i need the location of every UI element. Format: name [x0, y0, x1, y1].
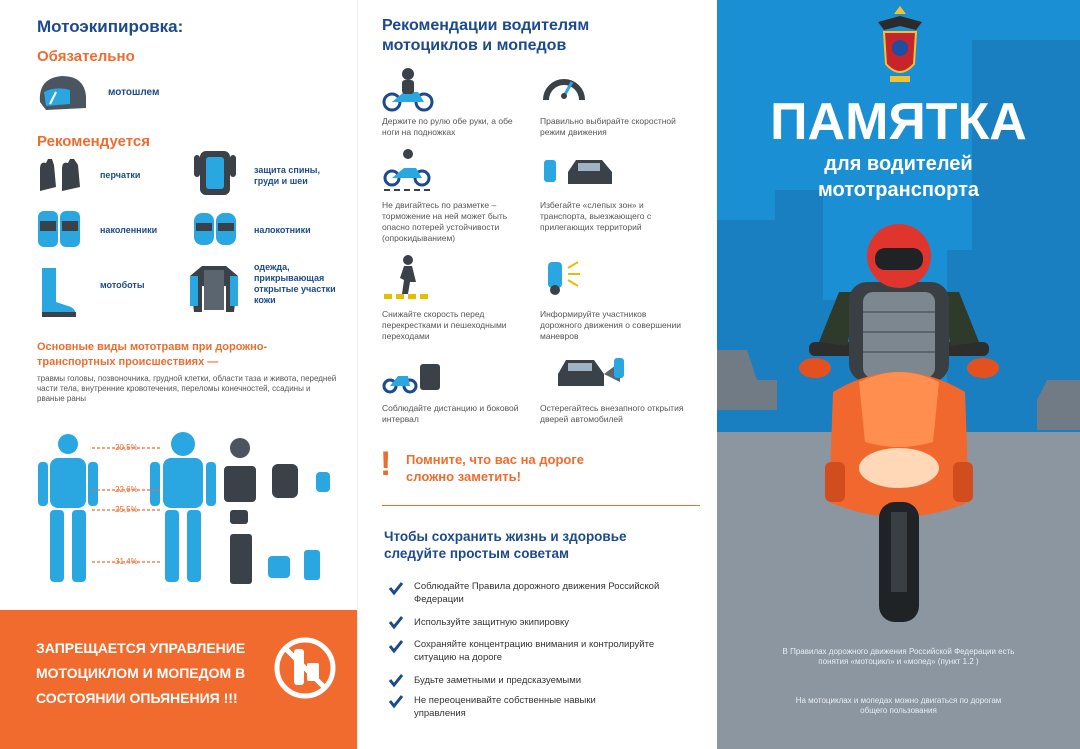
- jacket-icon: [188, 262, 240, 318]
- police-emblem-icon: [872, 4, 928, 86]
- banner-text: ЗАПРЕЩАЕТСЯ УПРАВЛЕНИЕ МОТОЦИКЛОМ И МОПЕДОМ В СОСТОЯНИИ ОПЬЯНЕНИЯ !!!: [36, 640, 246, 706]
- advice-item: Не переоценивайте собственные навыки управления: [414, 695, 596, 719]
- knee-pads-label: наколенники: [100, 225, 158, 235]
- percent-limbs: 31,4%: [115, 557, 138, 566]
- motorcyclist-icon: [382, 66, 434, 112]
- tip-distance: Соблюдайте дистанцию и боковой интервал: [382, 403, 519, 424]
- advice-item: Используйте защитную экипировку: [414, 617, 570, 628]
- motorcyclist-illustration: [799, 222, 999, 632]
- elbow-pads-label: налокотники: [254, 225, 311, 235]
- percent-chest: 22,6%: [115, 485, 138, 494]
- advice-item: Будьте заметными и предсказуемыми: [414, 675, 582, 686]
- exclamation-icon: !: [380, 445, 392, 483]
- recommendations-title: Рекомендации водителям мотоциклов и мопедов: [382, 17, 590, 54]
- cover-title: ПАМЯТКА: [770, 93, 1027, 151]
- check-icon: [388, 580, 404, 596]
- helmet-label: мотошлем: [108, 87, 160, 98]
- warning-text: Помните, что вас на дороге сложно заметить!: [406, 452, 584, 484]
- check-icon: [388, 672, 404, 688]
- no-alcohol-icon: [272, 635, 338, 701]
- distance-icon: [382, 360, 442, 394]
- speedometer-icon: [540, 66, 588, 108]
- percent-pelvis: 25,5%: [115, 505, 138, 514]
- cover-note-1: В Правилах дорожного движения Российской Федерации есть понятия «мотоцикл» и «мопед» (пункт 1.2 ): [782, 647, 1015, 666]
- back-protector-icon: [192, 147, 238, 199]
- road-marking-icon: [382, 148, 434, 192]
- gloves-icon: [36, 157, 84, 195]
- injury-text: травмы головы, позвоночника, грудной клетки, области таза и живота, передней части тела, внутренние кровотечения, переломы конечностей, ссадины и рваные раны: [37, 374, 337, 403]
- injury-figures: [28, 428, 357, 598]
- gloves-label: перчатки: [100, 170, 141, 180]
- tip-doors: Остерегайтесь внезапного открытия дверей автомобилей: [540, 403, 684, 424]
- jacket-label: одежда, прикрывающая открытые участки кожи: [254, 262, 336, 305]
- tip-speed: Правильно выбирайте скоростной режим движения: [540, 116, 676, 137]
- pedestrian-crossing-icon: [382, 254, 434, 300]
- moto-boots-label: мотоботы: [100, 280, 145, 290]
- recommendations-panel: [357, 0, 717, 749]
- divider: [382, 505, 700, 506]
- tip-blind-spots: Избегайте «слепых зон» и транспорта, выезжающего с прилегающих территорий: [540, 200, 652, 232]
- required-title: Обязательно: [37, 48, 135, 65]
- check-icon: [388, 614, 404, 630]
- tip-inform: Информируйте участников дорожного движения о совершении маневров: [540, 309, 681, 341]
- helmet-icon: [36, 72, 88, 114]
- tip-slow-down: Снижайте скорость перед перекрестками и пешеходными переходами: [382, 309, 507, 341]
- gear-panel: [0, 0, 357, 749]
- advice-item: Сохраняйте концентрацию внимания и контролируйте ситуацию на дороге: [414, 639, 655, 663]
- advice-item: Соблюдайте Правила дорожного движения Российской Федерации: [414, 581, 660, 605]
- cover-panel: [717, 0, 1080, 749]
- tip-markings: Не двигайтесь по разметке – торможение на ней может быть опасно потерей устойчивости (опрокидыванием): [382, 200, 508, 243]
- gear-title: Мотоэкипировка:: [37, 17, 184, 36]
- injury-title: Основные виды мототравм при дорожно-транспортных происшествиях —: [37, 341, 268, 368]
- recommended-title: Рекомендуется: [37, 133, 150, 150]
- back-protector-label: защита спины, груди и шеи: [254, 165, 320, 186]
- cover-subtitle-2: мототранспорта: [817, 179, 979, 201]
- drunk-driving-banner: [0, 610, 357, 749]
- check-icon: [388, 693, 404, 709]
- car-door-icon: [554, 352, 630, 392]
- cover-subtitle-1: для водителей: [824, 153, 973, 175]
- elbow-pads-icon: [192, 207, 240, 251]
- percent-head: 20,5%: [115, 443, 138, 452]
- advice-title: Чтобы сохранить жизнь и здоровье следуйте простым советам: [384, 529, 627, 561]
- tip-hands: Держите по рулю обе руки, а обе ноги на подножках: [382, 116, 513, 137]
- cover-note-2: На мотоциклах и мопедах можно двигаться по дорогам общего пользования: [795, 696, 1002, 715]
- knee-pads-icon: [36, 207, 84, 251]
- check-icon: [388, 638, 404, 654]
- signal-maneuver-icon: [540, 252, 588, 296]
- moto-boots-icon: [38, 266, 82, 320]
- blind-spot-icon: [540, 152, 620, 192]
